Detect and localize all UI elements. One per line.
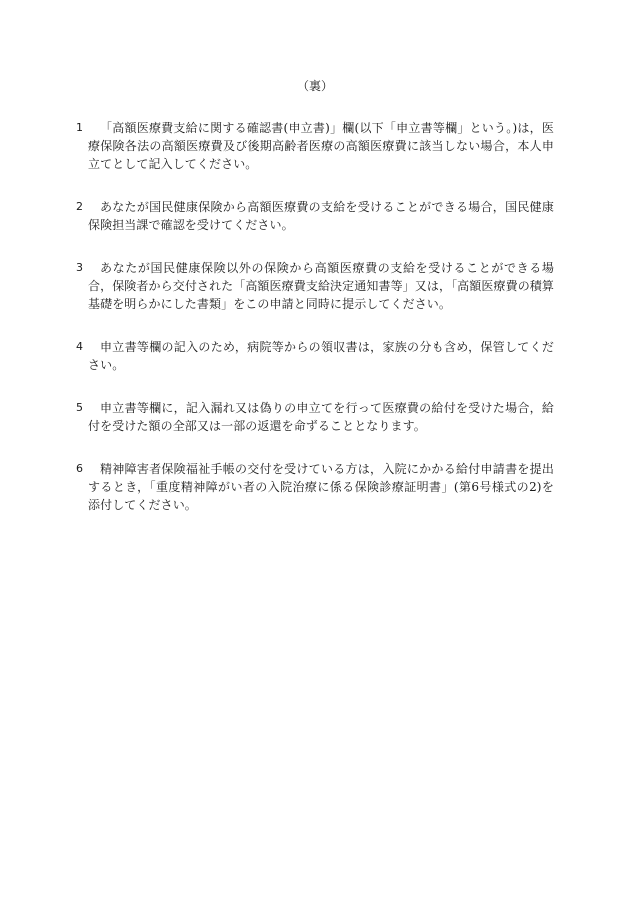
instruction-item-2 bbox=[76, 198, 554, 234]
item-number: 5 bbox=[76, 401, 84, 414]
instruction-item-3 bbox=[76, 259, 554, 313]
item-number: 3 bbox=[76, 261, 84, 274]
item-number: 6 bbox=[76, 462, 84, 475]
item-text: あなたが国民健康保険以外の保険から高額医療費の支給を受けることができる場合，保険者から交付された「高額医療費支給決定通知書等」又は，「高額医療費の積算基礎を明らかにした書類」をこの申請と同時に提示してください。 bbox=[88, 261, 554, 311]
item-text: 申立書等欄の記入のため，病院等からの領収書は，家族の分も含め，保管してください。 bbox=[88, 340, 554, 372]
item-number: 2 bbox=[76, 200, 84, 213]
instruction-item-4 bbox=[76, 338, 554, 374]
page-header-reverse-side: （裏） bbox=[296, 79, 333, 93]
instruction-item-5 bbox=[76, 399, 554, 435]
instruction-item-1 bbox=[76, 119, 554, 173]
item-text: あなたが国民健康保険から高額医療費の支給を受けることができる場合，国民健康保険担当課で確認を受けてください。 bbox=[88, 200, 554, 232]
item-text: 精神障害者保険福祉手帳の交付を受けている方は，入院にかかる給付申請書を提出するとき，「重度精神障がい者の入院治療に係る保険診療証明書」(第6号様式の2)を添付してください。 bbox=[88, 462, 554, 512]
instruction-list bbox=[76, 119, 554, 539]
item-text: 申立書等欄に，記入漏れ又は偽りの申立てを行って医療費の給付を受けた場合，給付を受けた額の全部又は一部の返還を命ずることとなります。 bbox=[88, 401, 554, 433]
item-number: 1 bbox=[76, 121, 84, 134]
item-number: 4 bbox=[76, 340, 84, 353]
item-text: 「高額医療費支給に関する確認書(申立書)」欄(以下「申立書等欄」という。)は，医療保険各法の高額医療費及び後期高齢者医療の高額医療費に該当しない場合，本人申立てとして記入してください。 bbox=[88, 121, 554, 171]
instruction-item-6 bbox=[76, 460, 554, 514]
